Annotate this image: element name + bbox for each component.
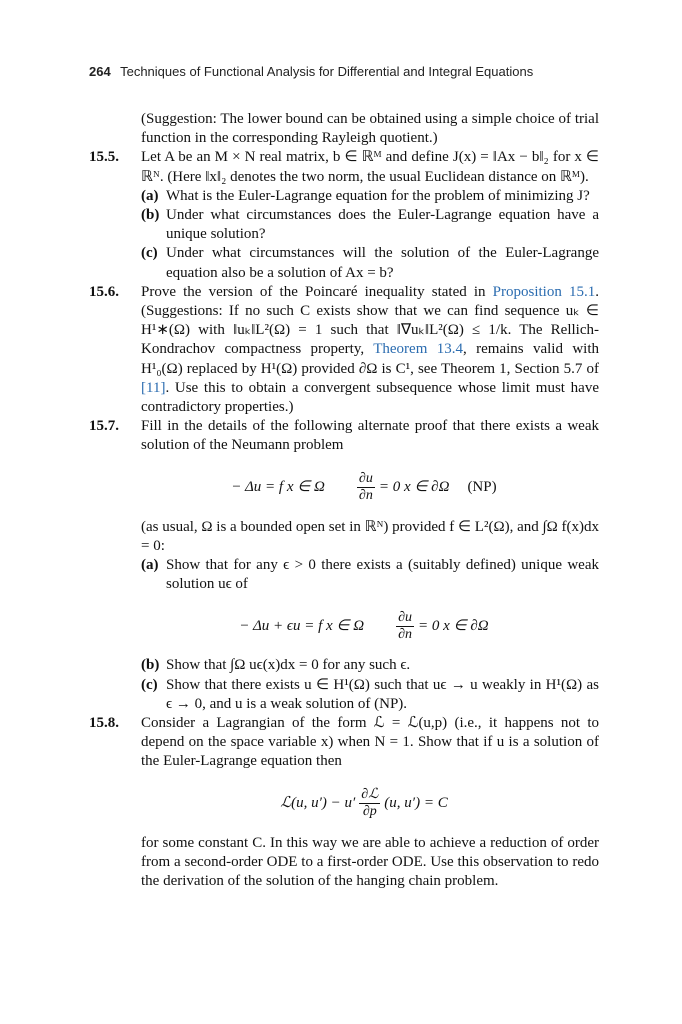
part-b <box>89 656 599 675</box>
problem-text-after: (as usual, Ω is a bounded open set in ℝᴺ) provided f ∈ L²(Ω), and ∫Ω f(x)dx = 0: <box>141 518 599 554</box>
problem-15-8 <box>89 714 599 772</box>
part-text: What is the Euler-Lagrange equation for the problem of minimizing J? <box>166 187 590 204</box>
problem-text: Consider a Lagrangian of the form ℒ = ℒ(u,p) (i.e., it happens not to depend on the space variable x) when N = 1. Show that if u is a solution of the Euler-Lagrange equation then <box>141 715 599 770</box>
running-header <box>89 64 533 79</box>
part-label: (b) <box>141 207 160 224</box>
link-proposition-15-1[interactable]: Proposition 15.1 <box>492 283 596 300</box>
frac-numerator: ∂u <box>358 471 373 487</box>
eq-left: − Δu + ϵu = f x ∈ Ω <box>239 617 365 634</box>
running-title: Techniques of Functional Analysis for Differential and Integral Equations <box>120 64 534 79</box>
eq-fraction <box>359 787 380 820</box>
part-label: (b) <box>141 657 160 674</box>
part-c <box>89 676 599 714</box>
intro-suggestion: (Suggestion: The lower bound can be obtained using a simple choice of trial function in the corresponding Rayleigh quotient.) <box>141 111 599 147</box>
part-text: Show that there exists u ∈ H¹(Ω) such that uϵ → u weakly in H¹(Ω) as ϵ → 0, and u is a weak solution of (NP). <box>166 676 599 712</box>
problem-text: Let A be an M × N real matrix, b ∈ ℝᴹ and define J(x) = ‖Ax − b‖₂ for x ∈ ℝᴺ. (Here ‖x‖₂ denotes the two norm, the usual Euclidean distance on ℝᴹ). <box>141 149 599 185</box>
problem-number: 15.6. <box>89 283 119 300</box>
part-text: Show that ∫Ω uϵ(x)dx = 0 for any such ϵ. <box>166 657 411 674</box>
eq-fraction <box>396 610 414 643</box>
part-a <box>89 556 599 594</box>
problem-number: 15.8. <box>89 715 119 732</box>
problem-text-2: . (Suggestions: If no such C exists show that we can find sequence uₖ ∈ H¹∗(Ω) with ‖uₖ‖L²(Ω) = 1 such that ‖∇uₖ‖L²(Ω) ≤ 1/k. The Rellich-Kondrachov compactness property, <box>141 283 599 358</box>
page-number: 264 <box>89 64 111 79</box>
problem-text-4: . Use this to obtain a convergent subsequence whose limit must have contradictory properties.) <box>141 379 599 416</box>
link-reference-11[interactable]: [11] <box>141 379 166 396</box>
eq-right: (u, u′) = C <box>384 795 448 812</box>
problem-number: 15.7. <box>89 418 119 435</box>
part-text: Under what circumstances does the Euler-Lagrange equation have a unique solution? <box>166 207 599 243</box>
body-text <box>89 110 599 891</box>
part-c <box>89 244 599 282</box>
part-label: (c) <box>141 245 158 262</box>
eq-left: ℒ(u, u′) − u′ <box>280 795 356 812</box>
part-label: (a) <box>141 557 159 574</box>
eq-left: − Δu = f x ∈ Ω <box>231 479 325 496</box>
problem-text-3: , remains valid with H¹₀(Ω) replaced by H¹(Ω) provided ∂Ω is C¹, see Theorem 1, Section 5.7 of <box>141 341 600 377</box>
problem-text-after: for some constant C. In this way we are able to achieve a reduction of order from a second-order ODE to a first-order ODE. Use this observation to redo the derivation of the solution of the hanging chain problem. <box>141 834 599 890</box>
frac-denominator: ∂p <box>362 804 377 820</box>
part-b <box>89 206 599 244</box>
eq-fraction <box>357 471 375 504</box>
frac-numerator: ∂ℒ <box>361 787 379 803</box>
equation-regularized <box>89 608 599 644</box>
frac-numerator: ∂u <box>398 609 412 625</box>
frac-denominator: ∂n <box>398 626 412 642</box>
part-text: Show that for any ϵ > 0 there exists a (suitably defined) unique weak solution uϵ of <box>166 557 599 593</box>
eq-right: = 0 x ∈ ∂Ω <box>378 479 450 496</box>
problem-text: Fill in the details of the following alternate proof that there exists a weak solution of the Neumann problem <box>141 418 599 454</box>
problem-15-7 <box>89 417 599 455</box>
equation-neumann-problem <box>89 470 599 506</box>
frac-denominator: ∂n <box>358 488 373 504</box>
part-text: Under what circumstances will the solution of the Euler-Lagrange equation also be a solution of Ax = b? <box>166 245 599 281</box>
part-a <box>89 187 599 206</box>
eq-tag: (NP) <box>467 479 497 496</box>
problem-number: 15.5. <box>89 149 119 166</box>
problem-15-6 <box>89 283 599 417</box>
problem-15-5 <box>89 148 599 186</box>
problem-text-1: Prove the version of the Poincaré inequality stated in <box>141 283 486 300</box>
part-label: (a) <box>141 187 159 204</box>
link-theorem-13-4[interactable]: Theorem 13.4 <box>373 341 463 358</box>
part-label: (c) <box>141 676 158 693</box>
equation-first-integral <box>89 786 599 822</box>
eq-right: = 0 x ∈ ∂Ω <box>418 617 489 634</box>
